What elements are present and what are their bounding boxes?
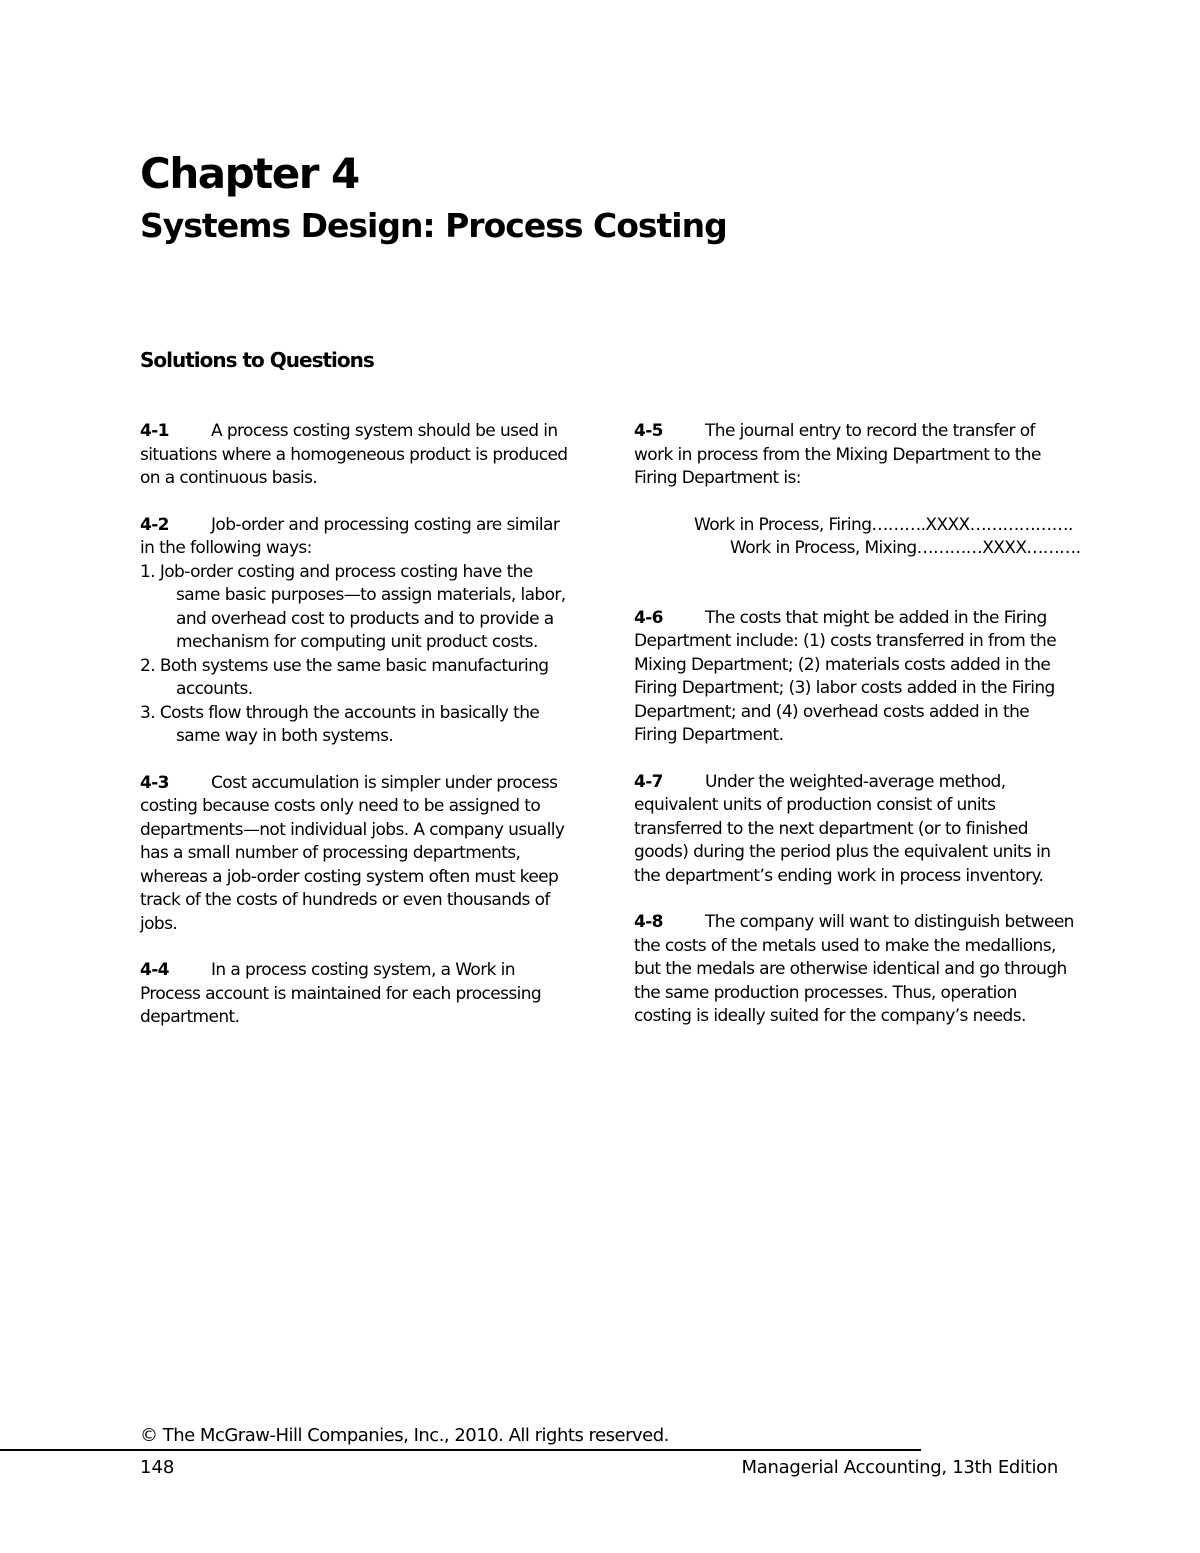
journal-debit-line: Work in Process, Firing……….XXXX………………. bbox=[694, 514, 1073, 535]
question-number: 4-3 bbox=[140, 772, 169, 793]
chapter-subtitle: Systems Design: Process Costing bbox=[140, 206, 727, 245]
question-4-1 bbox=[140, 420, 570, 491]
footer-divider bbox=[0, 1449, 921, 1451]
similarities-list bbox=[140, 561, 570, 749]
copyright-notice: © The McGraw-Hill Companies, Inc., 2010. All rights reserved. bbox=[140, 1425, 669, 1446]
question-4-8 bbox=[634, 911, 1074, 1029]
journal-entry bbox=[634, 514, 1081, 561]
question-number: 4-1 bbox=[140, 421, 169, 441]
right-column bbox=[634, 420, 1081, 1052]
journal-credit-line: Work in Process, Mixing…………XXXX………. bbox=[730, 538, 1081, 558]
question-4-6 bbox=[634, 607, 1074, 748]
question-text: The costs that might be added in the Firing Department include: (1) costs transferred in from the Mixing Department; (2) materials costs added in the Firing Department; (3) labor costs added in the Firing Department; and (4) overhead costs added in the Firing Department. bbox=[634, 607, 1057, 745]
question-number: 4-7 bbox=[634, 771, 663, 792]
book-title: Managerial Accounting, 13th Edition bbox=[741, 1457, 1058, 1478]
question-text: A process costing system should be used in situations where a homogeneous product is produced on a continuous basis. bbox=[140, 421, 568, 488]
list-item: 2. Both systems use the same basic manufacturing accounts. bbox=[140, 655, 549, 699]
question-text: Job-order and processing costing are similar in the following ways: bbox=[140, 514, 560, 558]
question-4-3 bbox=[140, 772, 570, 937]
question-text: Cost accumulation is simpler under process costing because costs only need to be assigned to departments—not individual jobs. A company usually has a small number of processing departments, whereas a job-order costing system often must keep track of the costs of hundreds or even thousands of jobs. bbox=[140, 772, 565, 934]
question-text: The company will want to distinguish between the costs of the metals used to make the medallions, but the medals are otherwise identical and go through the same production processes. Thus, operation costing is ideally suited for the company’s needs. bbox=[634, 912, 1074, 1026]
question-text: Under the weighted-average method, equivalent units of production consist of units transferred to the next department (or to finished goods) during the period plus the equivalent units in the department’s ending work in process inventory. bbox=[634, 771, 1051, 886]
question-number: 4-4 bbox=[140, 960, 169, 980]
question-number: 4-2 bbox=[140, 514, 169, 535]
left-column bbox=[140, 420, 570, 1053]
question-4-7 bbox=[634, 771, 1074, 889]
question-text: In a process costing system, a Work in Process account is maintained for each processing department. bbox=[140, 960, 542, 1027]
page-number: 148 bbox=[140, 1457, 175, 1478]
question-text: The journal entry to record the transfer of work in process from the Mixing Department to the Firing Department is: bbox=[634, 421, 1041, 488]
question-number: 4-5 bbox=[634, 421, 663, 441]
list-item: 1. Job-order costing and process costing have the same basic purposes—to assign materials, labor, and overhead cost to products and to provide a mechanism for computing unit product costs. bbox=[140, 561, 566, 652]
question-4-5 bbox=[634, 420, 1074, 491]
question-4-2 bbox=[140, 514, 570, 749]
list-item: 3. Costs flow through the accounts in basically the same way in both systems. bbox=[140, 702, 540, 746]
question-4-4 bbox=[140, 959, 570, 1030]
section-heading: Solutions to Questions bbox=[140, 348, 374, 372]
question-number: 4-8 bbox=[634, 912, 663, 932]
chapter-title: Chapter 4 bbox=[140, 149, 359, 198]
question-number: 4-6 bbox=[634, 607, 663, 628]
